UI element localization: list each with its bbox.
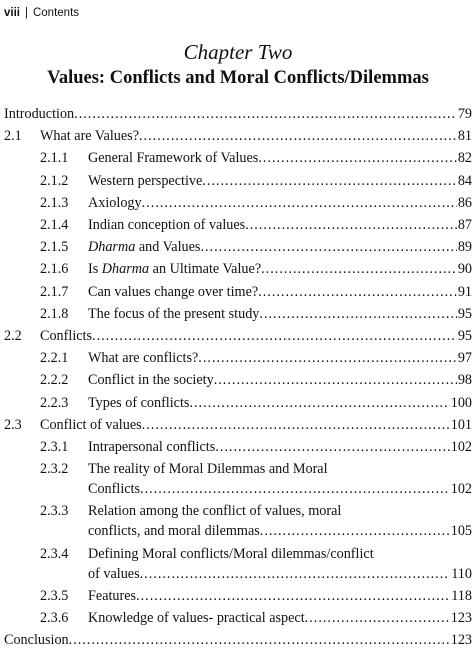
toc-entry-number: 2.1.1 [40,150,69,167]
dot-leader [258,282,457,302]
toc-entry-number: 2.2.1 [40,350,69,367]
toc-entry[interactable] [0,148,476,168]
toc-entry[interactable] [0,259,476,279]
toc-entry-page: 90 [457,261,472,278]
toc-entry-number: 2.2 [4,328,22,344]
toc-entry-title: General Framework of Values [88,150,259,167]
dot-leader [261,259,457,279]
dot-leader [142,193,457,213]
toc-entry[interactable] [0,437,476,457]
toc-entry-title: Intrapersonal conflicts [88,439,216,455]
toc-entry-number: 2.1 [4,128,22,145]
toc-entry-page: 102 [450,439,472,455]
italic-term: Dharma [101,261,150,278]
dot-leader [214,370,457,390]
toc-entry-title: Introduction [4,106,75,122]
toc-entry-title: What are conflicts? [88,350,199,367]
toc-entry-title: Indian conception of values [88,217,246,233]
dot-leader [140,564,451,584]
dot-leader [258,148,456,168]
toc-entry[interactable] [0,237,476,257]
dot-leader [74,104,457,124]
toc-entry-title: Defining Moral conflicts/Moral dilemmas/conflict [88,545,374,562]
dot-leader [189,393,449,413]
toc-entry[interactable] [0,326,476,346]
toc-entry-number: 2.3.2 [40,461,69,478]
toc-entry-title: Features [88,587,137,604]
toc-entry-title: Relation among the conflict of values, moral [88,503,342,520]
toc-entry-number: 2.1.4 [40,217,69,233]
header-section: Contents [32,7,80,19]
toc-entry-number: 2.1.8 [40,305,69,322]
toc-entry[interactable] [0,126,476,146]
toc-entry[interactable] [0,608,476,628]
toc-entry-page: 100 [450,394,472,411]
toc-entry-title: The focus of the present study [88,305,260,322]
toc-entry-number: 2.2.3 [40,394,69,411]
toc-entry-page: 79 [457,106,472,122]
toc-entry-page: 95 [457,305,472,322]
page-number: viii [4,7,20,19]
toc-entry[interactable] [0,215,476,235]
toc-entry-title: Knowledge of values- practical aspect [88,610,305,626]
toc-entry-title: Conflict of values [40,416,142,433]
toc-entry-number: 2.1.6 [40,261,69,278]
toc-entry-number: 2.3.3 [40,503,69,520]
toc-entry[interactable] [0,393,476,413]
toc-entry-title: Conflict in the society [88,372,214,389]
toc-entry-number: 2.1.5 [40,239,69,256]
toc-entry-number: 2.3.1 [40,439,69,455]
toc-entry-page: 91 [457,283,472,300]
toc-entry[interactable] [0,586,476,606]
toc-entry-number: 2.1.2 [40,172,69,189]
toc-entry[interactable] [0,348,476,368]
toc-entry-page: 123 [450,632,472,649]
toc-entry[interactable] [0,501,476,541]
toc-entry-number: 2.2.2 [40,372,69,389]
toc-entry-page: 98 [457,372,472,389]
toc-entry-page: 110 [451,565,472,582]
toc-entry[interactable] [0,459,476,499]
toc-entry-number: 2.3 [4,416,22,433]
toc-entry[interactable] [0,282,476,302]
toc-entry[interactable] [0,304,476,324]
dot-leader [215,437,449,457]
toc-entry-number: 2.3.6 [40,610,69,626]
toc-entry-page: 81 [457,128,472,145]
toc-entry-title: Dharma and Values [88,239,201,256]
toc-entry-page: 89 [457,239,472,256]
toc-entry-page: 105 [450,523,472,540]
dot-leader [245,215,457,235]
toc-entry-number: 2.1.7 [40,283,69,300]
dot-leader [259,304,456,324]
toc-entry-title: Conflicts [88,481,141,498]
toc-entry-title: Conflicts [40,328,93,344]
toc-entry-page: 97 [457,350,472,367]
toc-entry-page: 87 [457,217,472,233]
dot-leader [136,586,450,606]
toc-entry-page: 84 [457,172,472,189]
toc-entry-title: What are Values? [40,128,139,145]
toc-entry-title: of values [88,565,140,582]
toc-entry-title: Conclusion [4,632,69,649]
dot-leader [198,348,457,368]
toc-entry-title: Is Dharma an Ultimate Value? [88,261,262,278]
dot-leader [92,326,457,346]
toc-entry[interactable] [0,630,476,650]
toc-entry-title: The reality of Moral Dilemmas and Moral [88,461,328,478]
toc-entry[interactable] [0,370,476,390]
toc-entry-title: conflicts, and moral dilemmas [88,523,260,540]
toc-entry-number: 2.3.4 [40,545,69,562]
toc-entry[interactable] [0,171,476,191]
toc-entry-page: 82 [457,150,472,167]
dot-leader [202,171,457,191]
toc-entry-page: 123 [450,610,472,626]
toc-entry-number: 2.3.5 [40,587,69,604]
dot-leader [305,608,450,628]
toc-entry[interactable] [0,415,476,435]
running-header [4,4,79,22]
toc-entry-page: 102 [450,481,472,498]
dot-leader [140,479,450,499]
chapter-title: Values: Conflicts and Moral Conflicts/Dilemmas [47,68,429,88]
toc-entry-title: Axiology [88,194,142,211]
toc-entry[interactable] [0,193,476,213]
dot-leader [69,630,450,650]
toc-entry-page: 118 [451,587,472,604]
italic-term: Dharma [88,239,136,256]
toc-entry-title: Western perspective [88,172,203,189]
header-separator: | [24,7,28,19]
toc-entry-number: 2.1.3 [40,194,69,211]
toc-entry[interactable] [0,104,476,124]
dot-leader [260,521,450,541]
toc-entry-title: Types of conflicts [88,394,190,411]
dot-leader [139,126,457,146]
toc-entry-page: 101 [450,416,472,433]
toc-entry[interactable] [0,544,476,584]
toc-entry-page: 86 [457,194,472,211]
toc-entry-title: Can values change over time? [88,283,259,300]
chapter-label: Chapter Two [183,40,293,64]
dot-leader [200,237,456,257]
toc-entry-page: 95 [457,328,472,344]
dot-leader [142,415,450,435]
